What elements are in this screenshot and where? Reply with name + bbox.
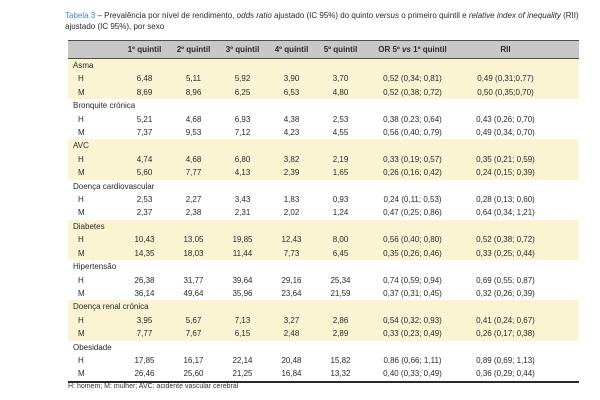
sex-label: M — [78, 128, 85, 138]
row-spacer — [551, 153, 579, 166]
caption-segment: (RII) ajustado (IC 95%), por sexo — [65, 11, 579, 31]
sex-label: M — [68, 247, 120, 260]
or-value: 0,38 (0,23; 0,64) — [383, 114, 442, 124]
rii-value: 0,28 (0,13; 0,60) — [476, 195, 535, 205]
row-spacer — [551, 233, 579, 246]
row-spacer — [551, 354, 579, 367]
rii-value: 0,24 (0,15; 0,39) — [460, 166, 551, 179]
or-value: 0,56 (0,40; 0,80) — [365, 233, 460, 246]
column-header: RII — [460, 41, 551, 59]
quintil-5-value: 1,65 — [316, 166, 365, 179]
rii-value: 0,36 (0,29; 0,44) — [460, 367, 551, 381]
quintil-4-value: 16,84 — [267, 367, 316, 381]
row-spacer — [551, 367, 579, 381]
quintil-3-value: 6,25 — [218, 86, 267, 99]
table-header — [68, 41, 579, 59]
or-value: 0,52 (0,38; 0,72) — [365, 86, 460, 99]
quintil-5-value: 3,70 — [316, 72, 365, 85]
sex-label: H — [78, 195, 84, 205]
quintil-1-value: 4,74 — [120, 153, 169, 166]
quintil-2-value: 31,77 — [183, 275, 204, 285]
row-spacer — [551, 206, 579, 219]
quintil-1-value: 17,85 — [134, 355, 155, 365]
quintil-4-value: 3,90 — [267, 72, 316, 85]
data-row — [68, 72, 579, 85]
rii-value: 0,26 (0,17; 0,38) — [460, 327, 551, 340]
column-header: 5º quintil — [316, 41, 365, 59]
quintil-1-value: 36,14 — [134, 288, 155, 298]
quintil-4-value: 3,82 — [267, 153, 316, 166]
or-value: 0,33 (0,19; 0,57) — [365, 153, 460, 166]
quintil-5-value: 2,53 — [332, 114, 349, 124]
quintil-2-value: 25,60 — [169, 367, 218, 381]
data-row — [68, 126, 579, 139]
quintil-3-value: 5,92 — [218, 72, 267, 85]
rii-value: 0,50 (0,35;0,70) — [460, 86, 551, 99]
or-value: 0,52 (0,34; 0,81) — [365, 72, 460, 85]
row-spacer — [551, 327, 579, 340]
rii-value: 0,49 (0,31;0,77) — [460, 72, 551, 85]
sex-label: M — [78, 288, 85, 298]
row-spacer — [551, 274, 579, 287]
sex-label: M — [78, 208, 85, 218]
quintil-3-value: 11,44 — [218, 247, 267, 260]
group-header-row — [68, 180, 579, 193]
sex-label: H — [78, 275, 84, 285]
quintil-4-value: 29,16 — [281, 275, 302, 285]
quintil-2-value: 2,38 — [185, 208, 202, 218]
sex-label: M — [68, 166, 120, 179]
column-header: 4º quintil — [267, 41, 316, 59]
sex-label: M — [68, 86, 120, 99]
data-row — [68, 166, 579, 179]
quintil-3-value: 4,13 — [218, 166, 267, 179]
rii-value: 0,69 (0,55; 0,87) — [476, 275, 535, 285]
quintil-5-value: 4,80 — [316, 86, 365, 99]
row-spacer — [551, 72, 579, 85]
quintil-4-value: 2,39 — [267, 166, 316, 179]
row-spacer — [551, 126, 579, 139]
group-header-row — [68, 341, 579, 354]
quintil-3-value: 2,31 — [234, 208, 251, 218]
sex-label: M — [68, 327, 120, 340]
quintil-4-value: 4,38 — [283, 114, 300, 124]
quintil-2-value: 13,05 — [169, 233, 218, 246]
header-spacer — [551, 41, 579, 59]
sex-label: H — [78, 114, 84, 124]
quintil-5-value: 2,19 — [316, 153, 365, 166]
quintil-1-value: 7,77 — [120, 327, 169, 340]
data-row — [68, 113, 579, 126]
group-header-row — [68, 59, 579, 73]
prevalence-table — [68, 40, 579, 383]
quintil-4-value: 6,53 — [267, 86, 316, 99]
table-caption — [65, 10, 579, 32]
group-header-row — [68, 260, 579, 273]
quintil-3-value: 35,96 — [232, 288, 253, 298]
data-row — [68, 153, 579, 166]
column-header: 1º quintil — [120, 41, 169, 59]
group-header-row — [68, 139, 579, 152]
caption-segment: ajustado (IC 95%) do quinto — [271, 11, 376, 20]
rii-value: 0,52 (0,38; 0,72) — [460, 233, 551, 246]
caption-segment: – Prevalência por nível de rendimento, — [97, 11, 237, 20]
or-value: 0,37 (0,31; 0,45) — [383, 288, 442, 298]
column-header: 2º quintil — [169, 41, 218, 59]
quintil-5-value: 2,86 — [316, 314, 365, 327]
quintil-5-value: 4,55 — [332, 128, 349, 138]
rii-value: 0,64 (0,34; 1,21) — [476, 208, 535, 218]
quintil-1-value: 6,48 — [120, 72, 169, 85]
or-value: 0,26 (0,16; 0,42) — [365, 166, 460, 179]
quintil-2-value: 18,03 — [169, 247, 218, 260]
quintil-1-value: 26,38 — [134, 275, 155, 285]
quintil-3-value: 19,85 — [218, 233, 267, 246]
row-spacer — [551, 193, 579, 206]
or-value: 0,33 (0,23; 0,49) — [365, 327, 460, 340]
footnote: H: homem; M: mulher; AVC: acidente vascular cerebral — [68, 383, 239, 390]
quintil-1-value: 14,35 — [120, 247, 169, 260]
caption-segment: relative index of inequality — [468, 11, 561, 20]
sex-label: H — [68, 153, 120, 166]
quintil-5-value: 8,00 — [316, 233, 365, 246]
caption-segment: versus — [375, 11, 399, 20]
column-header: OR 5º vs 1º quintil — [365, 41, 460, 59]
or-value: 0,54 (0,32; 0,93) — [365, 314, 460, 327]
quintil-2-value: 9,53 — [185, 128, 202, 138]
quintil-3-value: 6,15 — [218, 327, 267, 340]
quintil-3-value: 39,64 — [232, 275, 253, 285]
or-value: 0,47 (0,25; 0,86) — [383, 208, 442, 218]
group-header-row — [68, 220, 579, 233]
quintil-5-value: 21,59 — [330, 288, 351, 298]
rii-value: 0,41 (0,24; 0,67) — [460, 314, 551, 327]
quintil-2-value: 16,17 — [183, 355, 204, 365]
group-name: Doença cardiovascular — [73, 181, 155, 191]
quintil-3-value: 21,25 — [218, 367, 267, 381]
row-spacer — [551, 113, 579, 126]
quintil-5-value: 13,32 — [316, 367, 365, 381]
quintil-5-value: 0,93 — [332, 195, 349, 205]
quintil-1-value: 3,95 — [120, 314, 169, 327]
sex-label: H — [68, 233, 120, 246]
quintil-2-value: 4,68 — [185, 114, 202, 124]
quintil-2-value: 8,96 — [169, 86, 218, 99]
quintil-4-value: 12,43 — [267, 233, 316, 246]
quintil-4-value: 4,23 — [283, 128, 300, 138]
quintil-1-value: 26,46 — [120, 367, 169, 381]
data-row — [68, 206, 579, 219]
quintil-2-value: 7,67 — [169, 327, 218, 340]
quintil-4-value: 2,48 — [267, 327, 316, 340]
quintil-2-value: 7,77 — [169, 166, 218, 179]
rii-value: 0,49 (0,34; 0,70) — [476, 128, 535, 138]
data-row — [68, 367, 579, 381]
quintil-4-value: 23,64 — [281, 288, 302, 298]
quintil-2-value: 4,68 — [169, 153, 218, 166]
quintil-1-value: 8,69 — [120, 86, 169, 99]
rii-value: 0,33 (0,25; 0,44) — [460, 247, 551, 260]
row-spacer — [551, 247, 579, 260]
quintil-1-value: 10,43 — [120, 233, 169, 246]
quintil-3-value: 22,14 — [232, 355, 253, 365]
header-row — [68, 41, 579, 59]
quintil-2-value: 49,64 — [183, 288, 204, 298]
rii-value: 0,89 (0,69; 1,13) — [476, 355, 535, 365]
group-name: Obesidade — [73, 342, 112, 352]
or-value: 0,35 (0,26; 0,46) — [365, 247, 460, 260]
or-value: 0,40 (0,33; 0,49) — [365, 367, 460, 381]
quintil-1-value: 5,21 — [136, 114, 153, 124]
data-row — [68, 287, 579, 300]
column-header: 3º quintil — [218, 41, 267, 59]
group-name: Asma — [68, 59, 579, 73]
data-row — [68, 354, 579, 367]
group-name: Doença renal crónica — [68, 300, 579, 313]
sex-label: M — [68, 367, 120, 381]
column-header — [68, 41, 120, 59]
quintil-5-value: 15,82 — [330, 355, 351, 365]
quintil-3-value: 6,80 — [218, 153, 267, 166]
quintil-4-value: 7,73 — [267, 247, 316, 260]
data-row — [68, 314, 579, 327]
quintil-4-value: 2,02 — [283, 208, 300, 218]
group-header-row — [68, 300, 579, 313]
rii-value: 0,32 (0,26; 0,39) — [476, 288, 535, 298]
quintil-4-value: 20,48 — [281, 355, 302, 365]
quintil-5-value: 2,89 — [316, 327, 365, 340]
sex-label: H — [78, 355, 84, 365]
group-name: Hipertensão — [73, 262, 117, 272]
quintil-3-value: 3,43 — [234, 195, 251, 205]
data-row — [68, 233, 579, 246]
caption-segment: odds ratio — [236, 11, 272, 20]
group-name: Bronquite crónica — [73, 101, 136, 111]
quintil-3-value: 7,12 — [234, 128, 251, 138]
quintil-2-value: 2,27 — [185, 195, 202, 205]
data-row — [68, 193, 579, 206]
quintil-3-value: 6,93 — [234, 114, 251, 124]
quintil-5-value: 6,45 — [316, 247, 365, 260]
quintil-1-value: 7,37 — [136, 128, 153, 138]
group-name: AVC — [68, 139, 579, 152]
quintil-2-value: 5,11 — [169, 72, 218, 85]
or-value: 0,24 (0,11; 0,53) — [383, 195, 442, 205]
quintil-4-value: 3,27 — [267, 314, 316, 327]
row-spacer — [551, 86, 579, 99]
quintil-3-value: 7,13 — [218, 314, 267, 327]
quintil-1-value: 5,60 — [120, 166, 169, 179]
table-body — [68, 59, 579, 382]
sex-label: H — [68, 72, 120, 85]
or-value: 0,86 (0,66; 1,11) — [383, 355, 442, 365]
row-spacer — [551, 314, 579, 327]
quintil-1-value: 2,37 — [136, 208, 153, 218]
data-row — [68, 247, 579, 260]
or-value: 0,74 (0,59; 0,94) — [383, 275, 442, 285]
quintil-4-value: 1,83 — [283, 195, 300, 205]
caption-segment: Tabela 3 — [65, 11, 98, 20]
data-row — [68, 86, 579, 99]
caption-segment: o primeiro quintil e — [399, 11, 469, 20]
row-spacer — [551, 287, 579, 300]
row-spacer — [551, 166, 579, 179]
quintil-5-value: 1,24 — [332, 208, 349, 218]
rii-value: 0,43 (0,26; 0,70) — [476, 114, 535, 124]
sex-label: H — [68, 314, 120, 327]
or-value: 0,56 (0,40; 0,79) — [383, 128, 442, 138]
group-name: Diabetes — [68, 220, 579, 233]
group-header-row — [68, 99, 579, 112]
data-row — [68, 274, 579, 287]
quintil-1-value: 2,53 — [136, 195, 153, 205]
quintil-5-value: 25,34 — [330, 275, 351, 285]
rii-value: 0,35 (0,21; 0,59) — [460, 153, 551, 166]
data-row — [68, 327, 579, 340]
quintil-2-value: 5,67 — [169, 314, 218, 327]
